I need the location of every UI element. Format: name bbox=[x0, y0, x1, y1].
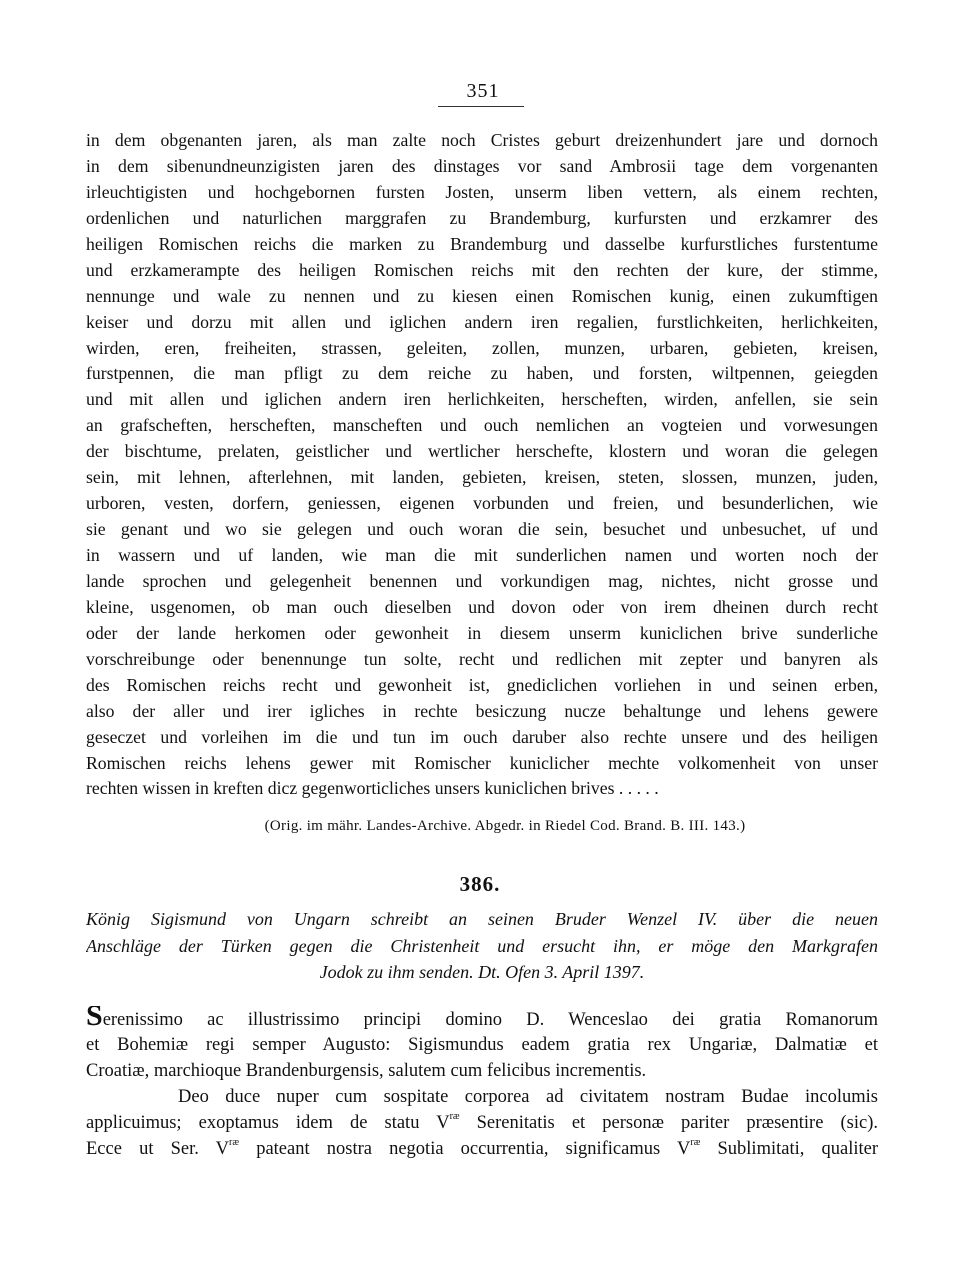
text-line: kleine, usgenomen, ob man ouch dieselben und dovon oder von irem dheinen durch recht bbox=[86, 596, 878, 617]
drop-initial: S bbox=[86, 1006, 103, 1032]
text-line: vorschreibunge oder benennunge tun solte, recht und redlichen mit zepter und banyren als bbox=[86, 648, 878, 669]
page-number: 351 bbox=[466, 80, 500, 102]
page-number-rule bbox=[438, 106, 524, 107]
superscript: ræ bbox=[229, 1137, 240, 1148]
text-line: nennunge und wale zu nennen und zu kiesen einen Romischen kunig, einen zukumftigen bbox=[86, 285, 878, 306]
superscript: ræ bbox=[449, 1111, 460, 1122]
letter-text: pateant nostra negotia occurrentia, significamus V bbox=[239, 1139, 691, 1159]
text-line: rechten wissen in kreften dicz gegenworticliches unsers kuniclichen brives . . . . . bbox=[86, 778, 659, 799]
letter-line bbox=[86, 1006, 878, 1032]
letter-text: Ecce ut Ser. V bbox=[86, 1139, 230, 1159]
letter-line bbox=[86, 1136, 878, 1162]
text-line: und mit allen und iglichen andern iren herlichkeiten, herscheften, wirden, anfellen, sie sein bbox=[86, 389, 878, 410]
letter-line: Deo duce nuper cum sospitate corporea ad civitatem nostram Budae incolumis bbox=[178, 1087, 878, 1107]
letter-text: erenissimo ac illustrissimo principi domino D. Wenceslao dei gratia Romanorum bbox=[102, 1010, 878, 1030]
text-line: sein, mit lehnen, afterlehnen, mit landen, gebieten, kreisen, steten, slossen, munzen, juden, bbox=[86, 467, 878, 488]
text-line: ordenlichen und naturlichen marggrafen zu Brandemburg, kurfursten und erzkamrer des bbox=[86, 207, 878, 228]
letter-text: Sublimitati, qualiter bbox=[700, 1139, 878, 1159]
text-line: heiligen Romischen reichs die marken zu Brandemburg und dasselbe kurfurstliches furstentume bbox=[86, 233, 878, 254]
text-line: in wassern und uf landen, wie man die mit sunderlichen namen und worten noch der bbox=[86, 545, 878, 565]
letter-line: Croatiæ, marchioque Brandenburgensis, salutem cum felicibus incrementis. bbox=[86, 1061, 647, 1081]
text-line: und erzkamerampte des heiligen Romischen reichs mit den rechten der kure, der stimme, bbox=[86, 259, 878, 280]
text-line: des Romischen reichs recht und gewonheit ist, gnediclichen vorliehen in und seinen erben, bbox=[86, 674, 878, 695]
text-line: lande sprochen und gelegenheit benennen und vorkundigen mag, nichtes, nicht grosse und bbox=[86, 570, 878, 591]
document-number: 386. bbox=[459, 872, 501, 896]
source-note: (Orig. im mähr. Landes-Archive. Abgedr. in Riedel Cod. Brand. B. III. 143.) bbox=[264, 818, 746, 834]
superscript: ræ bbox=[690, 1137, 701, 1148]
text-line: Romischen reichs lehens gewer mit Romischer kuniclicher mechte volkomenheit von unser bbox=[86, 752, 878, 773]
heading-line: Anschläge der Türken gegen die Christenheit und ersucht ihn, er möge den Markgrafen bbox=[86, 935, 878, 956]
letter-text: applicuimus; exoptamus idem de statu V bbox=[86, 1113, 450, 1133]
text-line: urboren, vesten, dorfern, geniessen, eigenen vorbunden und freien, und besunderlichen, wie bbox=[86, 493, 878, 514]
heading-line: Jodok zu ihm senden. Dt. Ofen 3. April 1397. bbox=[319, 962, 645, 982]
text-line: in dem sibenundneunzigisten jaren des dinstages vor sand Ambrosii tage dem vorgenanten bbox=[86, 155, 878, 176]
letter-paragraph-1 bbox=[86, 1006, 878, 1084]
letter-text: Serenitatis et personæ pariter præsentire (sic). bbox=[459, 1113, 878, 1133]
text-line: der bischtume, prelaten, geistlicher und wertlicher herschefte, klostern und woran die gelegen bbox=[86, 441, 878, 462]
text-line: sie genant und wo sie gelegen und ouch woran die sein, besuchet und unbesuchet, uf und bbox=[86, 519, 878, 540]
text-line: keiser und dorzu mit allen und iglichen andern iren regalien, furstlichkeiten, herlichkeiten, bbox=[86, 311, 878, 332]
text-line: irleuchtigisten und hochgebornen fursten Josten, unserm liben vettern, als einem rechten, bbox=[86, 181, 878, 202]
letter-paragraph-2 bbox=[86, 1084, 878, 1162]
letter-line bbox=[86, 1110, 878, 1136]
text-line: also der aller und irer igliches in rechte besiczung nucze behaltunge und lehens gewere bbox=[86, 700, 878, 721]
letter-line: et Bohemiæ regi semper Augusto: Sigismundus eadem gratia rex Ungariæ, Dalmatiæ et bbox=[86, 1035, 878, 1055]
text-line: geseczet und vorleihen im die und tun im ouch daruber also rechte unsere und des heiligen bbox=[86, 726, 878, 747]
heading-line: König Sigismund von Ungarn schreibt an seinen Bruder Wenzel IV. über die neuen bbox=[86, 909, 878, 929]
text-line: an grafscheften, herscheften, manscheften und ouch nemlichen an vogteien und vorwesungen bbox=[86, 415, 878, 436]
document-heading bbox=[86, 906, 878, 986]
main-text bbox=[86, 128, 878, 802]
text-line: oder der lande herkomen oder gewonheit in diesem unserm kuniclichen brive sunderliche bbox=[86, 622, 878, 643]
text-line: wirden, eren, freiheiten, strassen, geleiten, zollen, munzen, urbaren, gebieten, kreisen, bbox=[86, 337, 878, 358]
text-line: furstpennen, die man pfligt zu dem reiche zu haben, und forsten, wiltpennen, geiegden bbox=[86, 363, 878, 384]
text-line: in dem obgenanten jaren, als man zalte noch Cristes geburt dreizenhundert jare und dornoch bbox=[86, 130, 878, 150]
